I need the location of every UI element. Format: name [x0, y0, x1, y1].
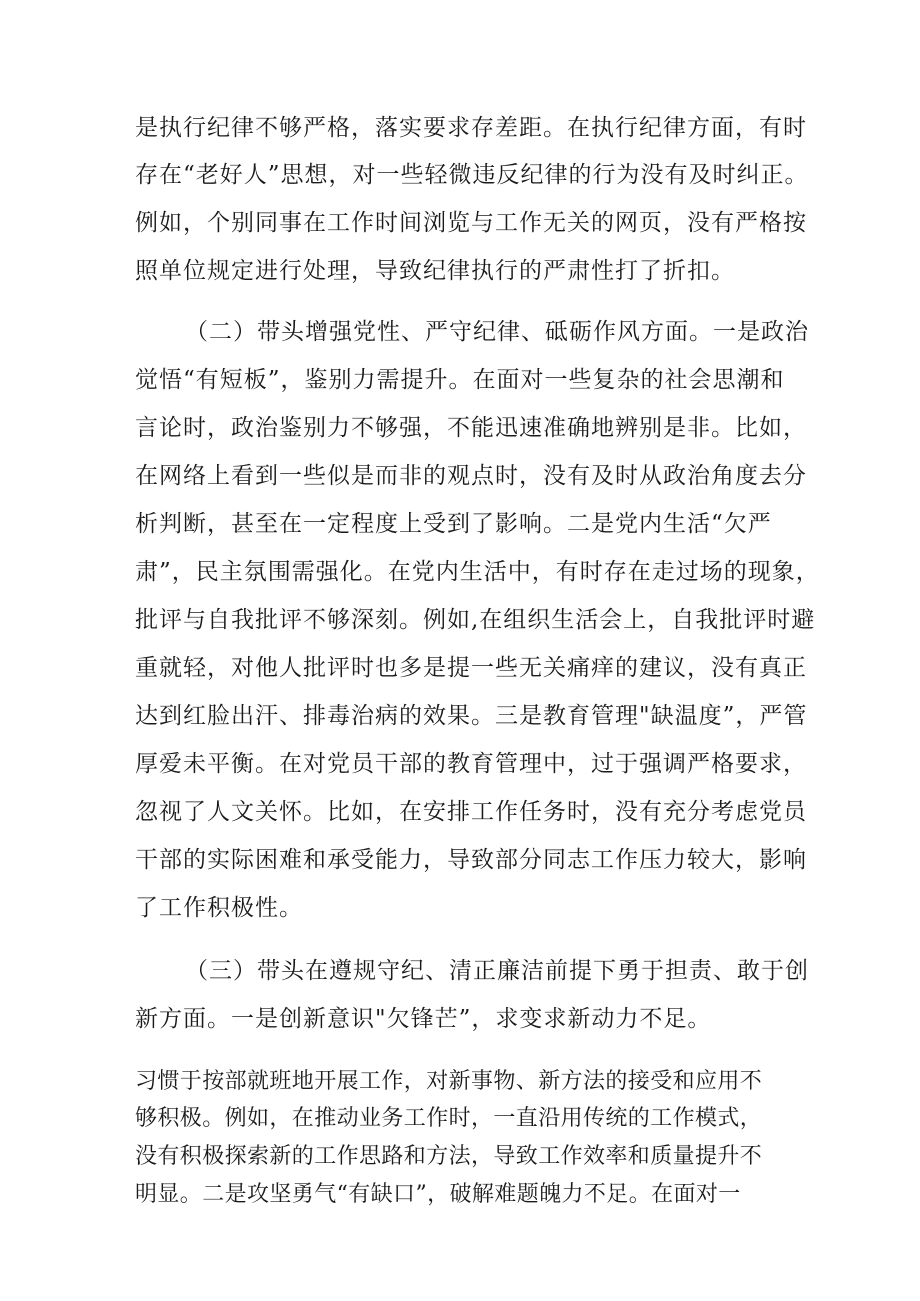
text-line: 存在“老好人”思想，对一些轻微违反纪律的行为没有及时纠正。 [135, 162, 809, 188]
text-line: 新方面。一是创新意识"欠锋芒”，求变求新动力不足。 [135, 1006, 712, 1032]
text-line: 厚爱未平衡。在对党员干部的教育管理中，过于强调严格要求， [135, 751, 807, 777]
text-line: 干部的实际困难和承受能力，导致部分同志工作压力较大，影响 [135, 847, 807, 873]
text-line: 达到红脸出汗、排毒治病的效果。三是教育管理"缺温度”，严管 [135, 703, 808, 729]
text-line: 言论时，政治鉴别力不够强，不能迅速准确地辨别是非。比如， [135, 415, 807, 441]
text-line: 照单位规定进行处理，导致纪律执行的严肃性打了折扣。 [135, 258, 735, 284]
text-line: 肃”，民主氛围需强化。在党内生活中，有时存在走过场的现象， [135, 559, 820, 585]
text-line: 习惯于按部就班地开展工作，对新事物、新方法的接受和应用不 [135, 1069, 763, 1094]
text-line: 在网络上看到一些似是而非的观点时，没有及时从政治角度去分 [135, 463, 807, 489]
text-line: 忽视了人文关怀。比如，在安排工作任务时，没有充分考虑党员 [135, 799, 807, 825]
text-line: 析判断，甚至在一定程度上受到了影响。二是党内生活“欠严 [135, 511, 772, 537]
text-line: 没有积极探索新的工作思路和方法，导致工作效率和质量提升不 [135, 1144, 763, 1169]
paragraph-heading: （三）带头在遵规守纪、清正廉洁前提下勇于担责、敢于创 [185, 958, 809, 984]
text-line: 了工作积极性。 [135, 895, 303, 921]
text-line: 重就轻，对他人批评时也多是提一些无关痛痒的建议，没有真正 [135, 655, 807, 681]
text-line: 觉悟“有短板”，鉴别力需提升。在面对一些复杂的社会思潮和 [135, 367, 785, 393]
text-line: 是执行纪律不够严格，落实要求存差距。在执行纪律方面，有时 [135, 115, 807, 141]
text-line: 例如，个别同事在工作时间浏览与工作无关的网页，没有严格按 [135, 210, 807, 236]
text-line: 明显。二是攻坚勇气“有缺口”，破解难题魄力不足。在面对一 [135, 1182, 741, 1207]
text-line: 批评与自我批评不够深刻。例如,在组织生活会上，自我批评时避 [135, 607, 816, 633]
paragraph-heading: （二）带头增强党性、严守纪律、砥砺作风方面。一是政治 [185, 319, 809, 345]
text-line: 够积极。例如，在推动业务工作时，一直沿用传统的工作模式， [135, 1106, 763, 1131]
